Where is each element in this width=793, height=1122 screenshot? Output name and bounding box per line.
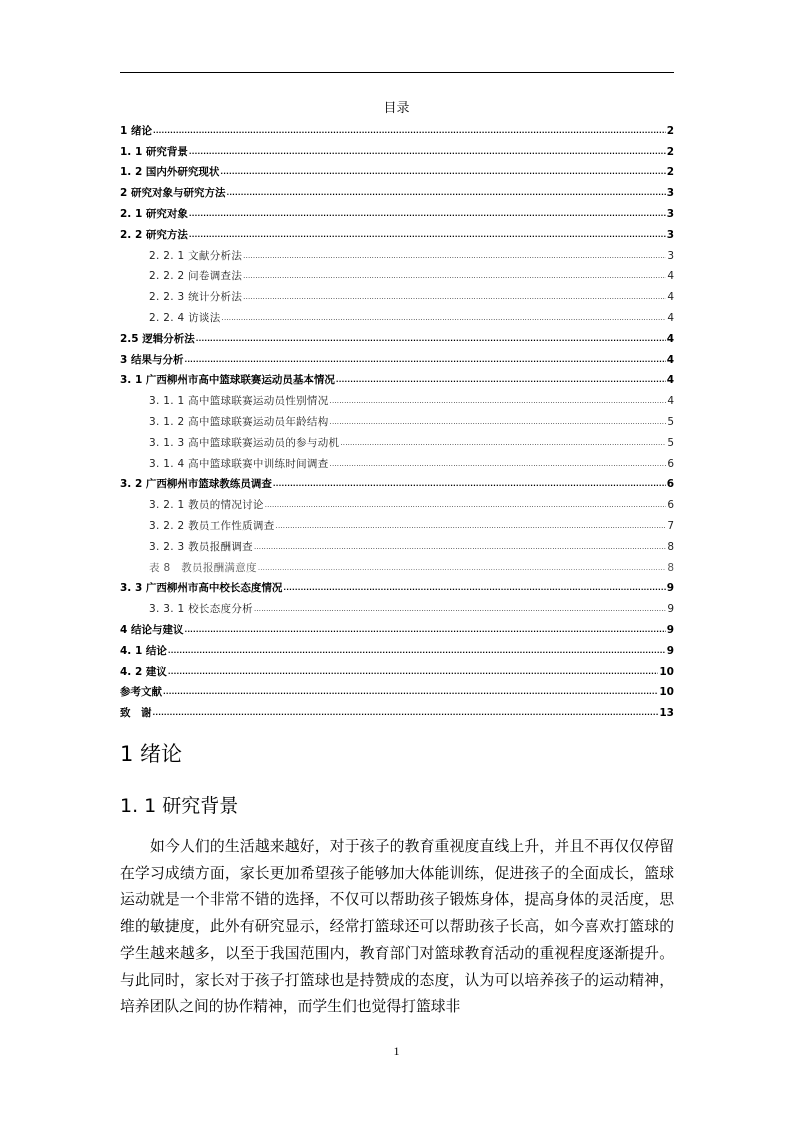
toc-leader-dots — [184, 353, 665, 367]
toc-entry-title: 2.5 逻辑分析法 — [120, 332, 195, 345]
toc-entry-title: 2. 2 研究方法 — [120, 228, 188, 241]
toc-entry-title: 3. 2. 1 教员的情况讨论 — [149, 499, 264, 512]
toc-entry-title: 4 结论与建议 — [120, 623, 184, 636]
toc-entry-title: 2 研究对象与研究方法 — [120, 187, 226, 200]
toc-leader-dots — [153, 124, 666, 138]
toc-entry[interactable] — [120, 242, 674, 263]
toc-entry-page: 7 — [667, 519, 674, 532]
toc-entry[interactable] — [120, 179, 674, 200]
toc-entry-title: 4. 2 建议 — [120, 665, 167, 678]
toc-entry-title: 4. 1 结论 — [120, 644, 167, 657]
page-number: 1 — [393, 1044, 400, 1058]
toc-entry[interactable] — [120, 138, 674, 159]
toc-entry[interactable] — [120, 346, 674, 367]
toc-entry-title: 2. 2. 1 文献分析法 — [149, 249, 243, 262]
toc-entry[interactable] — [120, 533, 674, 554]
toc-entry-page: 9 — [666, 623, 674, 636]
toc-entry-title: 3. 1. 2 高中篮球联赛运动员年龄结构 — [149, 415, 329, 428]
toc-entry-title: 3. 3. 1 校长态度分析 — [149, 603, 253, 616]
toc-entry-page: 4 — [667, 395, 674, 408]
toc-leader-dots — [336, 373, 666, 387]
toc-leader-dots — [168, 644, 666, 658]
toc-leader-dots — [226, 186, 665, 200]
toc-entry-title: 1 绪论 — [120, 124, 152, 137]
toc-entry-title: 2. 2. 3 统计分析法 — [149, 291, 243, 304]
toc-entry-title: 3. 1. 3 高中篮球联赛运动员的参与动机 — [149, 436, 340, 449]
header-rule — [120, 72, 674, 73]
toc-entry-page: 4 — [667, 270, 674, 283]
chapter-heading: 1 绪论 — [120, 742, 183, 766]
toc-entry-title: 2. 2. 2 问卷调查法 — [149, 270, 243, 283]
toc-entry-title: 3 结果与分析 — [120, 353, 184, 366]
toc-entry[interactable] — [120, 491, 674, 512]
toc-leader-dots — [222, 311, 667, 325]
toc-entry[interactable] — [120, 159, 674, 180]
toc-leader-dots — [273, 477, 666, 491]
toc-entry-page: 4 — [667, 311, 674, 324]
toc-entry-page: 5 — [667, 436, 674, 449]
toc-entry-page: 4 — [666, 374, 674, 387]
toc-entry-title: 3. 2. 3 教员报酬调查 — [149, 540, 253, 553]
toc-entry-page: 3 — [666, 228, 674, 241]
toc-title: 目录 — [383, 101, 410, 116]
toc-entry[interactable] — [120, 637, 674, 658]
toc-entry-page: 10 — [659, 686, 674, 699]
toc-entry[interactable] — [120, 304, 674, 325]
toc-entry-page: 4 — [666, 332, 674, 345]
toc-entry[interactable] — [120, 263, 674, 284]
toc-entry-title: 参考文献 — [120, 686, 162, 699]
toc-entry[interactable] — [120, 387, 674, 408]
toc-entry-page: 3 — [667, 249, 674, 262]
toc-entry-page: 4 — [666, 353, 674, 366]
toc-entry-title: 2. 2. 4 访谈法 — [149, 311, 221, 324]
toc-entry-page: 8 — [667, 540, 674, 553]
toc-leader-dots — [243, 269, 666, 283]
toc-entry-page: 3 — [666, 187, 674, 200]
toc-leader-dots — [189, 207, 666, 221]
toc-entry-page: 6 — [667, 457, 674, 470]
toc-leader-dots — [276, 519, 667, 533]
toc-entry-page: 6 — [666, 478, 674, 491]
toc-entry[interactable] — [120, 658, 674, 679]
toc-entry-title: 3. 3 广西柳州市高中校长态度情况 — [120, 582, 283, 595]
table-of-contents — [120, 117, 674, 720]
toc-leader-dots — [220, 165, 665, 179]
toc-leader-dots — [330, 457, 667, 471]
toc-entry-page: 3 — [666, 207, 674, 220]
toc-entry-page: 2 — [666, 124, 674, 137]
toc-entry[interactable] — [120, 325, 674, 346]
toc-leader-dots — [153, 706, 659, 720]
toc-entry-page: 5 — [667, 415, 674, 428]
section-heading: 1. 1 研究背景 — [120, 795, 239, 817]
toc-entry[interactable] — [120, 408, 674, 429]
toc-leader-dots — [258, 561, 666, 575]
toc-entry-page: 8 — [667, 561, 674, 574]
toc-leader-dots — [189, 228, 666, 242]
toc-entry-title: 2. 1 研究对象 — [120, 207, 188, 220]
toc-leader-dots — [330, 415, 667, 429]
toc-entry[interactable] — [120, 679, 674, 700]
toc-entry[interactable] — [120, 616, 674, 637]
toc-leader-dots — [265, 498, 667, 512]
toc-entry-title: 1. 2 国内外研究现状 — [120, 166, 220, 179]
toc-leader-dots — [254, 540, 666, 554]
toc-leader-dots — [163, 685, 658, 699]
toc-entry[interactable] — [120, 554, 674, 575]
toc-entry[interactable] — [120, 575, 674, 596]
toc-entry-title: 3. 2. 2 教员工作性质调查 — [149, 519, 275, 532]
toc-entry[interactable] — [120, 699, 674, 720]
toc-entry[interactable] — [120, 471, 674, 492]
toc-leader-dots — [243, 290, 666, 304]
toc-leader-dots — [330, 394, 667, 408]
toc-entry[interactable] — [120, 117, 674, 138]
toc-entry[interactable] — [120, 367, 674, 388]
toc-entry[interactable] — [120, 221, 674, 242]
toc-leader-dots — [243, 249, 666, 263]
toc-leader-dots — [196, 332, 666, 346]
toc-entry-page: 9 — [666, 644, 674, 657]
toc-leader-dots — [340, 436, 666, 450]
toc-entry-title: 表 8 教员报酬满意度 — [149, 561, 257, 574]
toc-entry-title: 3. 1 广西柳州市高中篮球联赛运动员基本情况 — [120, 374, 335, 387]
toc-entry-page: 10 — [659, 665, 674, 678]
toc-entry-page: 2 — [666, 145, 674, 158]
toc-entry-title: 3. 2 广西柳州市篮球教练员调查 — [120, 478, 272, 491]
paragraph: 如今人们的生活越来越好，对于孩子的教育重视度直线上升，并且不再仅仅停留在学习成绩方面，家长更加希望孩子能够加大体能训练，促进孩子的全面成长，篮球运动就是一个非常不错的选择，不仅可以帮助孩子锻炼身体，提高身体的灵活度，思维的敏捷度，此外有研究显示，经常打篮球还可以帮助孩子长高，如今喜欢打篮球的学生越来越多，以至于我国范围内，教育部门对篮球教育活动的重视程度逐渐提升。与此同时，家长对于孩子打篮球也是持赞成的态度，认为可以培养孩子的运动精神，培养团队之间的协作精神，而学生们也觉得打篮球非 — [120, 838, 674, 1016]
toc-leader-dots — [283, 581, 665, 595]
toc-entry[interactable] — [120, 429, 674, 450]
toc-entry-title: 致 谢 — [120, 707, 152, 720]
toc-entry[interactable] — [120, 450, 674, 471]
toc-entry-title: 1. 1 研究背景 — [120, 145, 188, 158]
toc-entry[interactable] — [120, 283, 674, 304]
toc-entry-page: 2 — [666, 166, 674, 179]
toc-entry-page: 13 — [659, 707, 674, 720]
toc-leader-dots — [189, 145, 666, 159]
toc-entry-page: 4 — [667, 291, 674, 304]
toc-entry[interactable] — [120, 595, 674, 616]
toc-entry-page: 9 — [667, 603, 674, 616]
toc-entry-title: 3. 1. 4 高中篮球联赛中训练时间调查 — [149, 457, 329, 470]
body-text — [120, 834, 674, 1021]
toc-leader-dots — [168, 665, 658, 679]
toc-entry[interactable] — [120, 200, 674, 221]
toc-entry-page: 9 — [666, 582, 674, 595]
toc-entry-page: 6 — [667, 499, 674, 512]
toc-leader-dots — [254, 602, 666, 616]
toc-entry[interactable] — [120, 512, 674, 533]
toc-leader-dots — [184, 623, 665, 637]
toc-entry-title: 3. 1. 1 高中篮球联赛运动员性别情况 — [149, 395, 329, 408]
